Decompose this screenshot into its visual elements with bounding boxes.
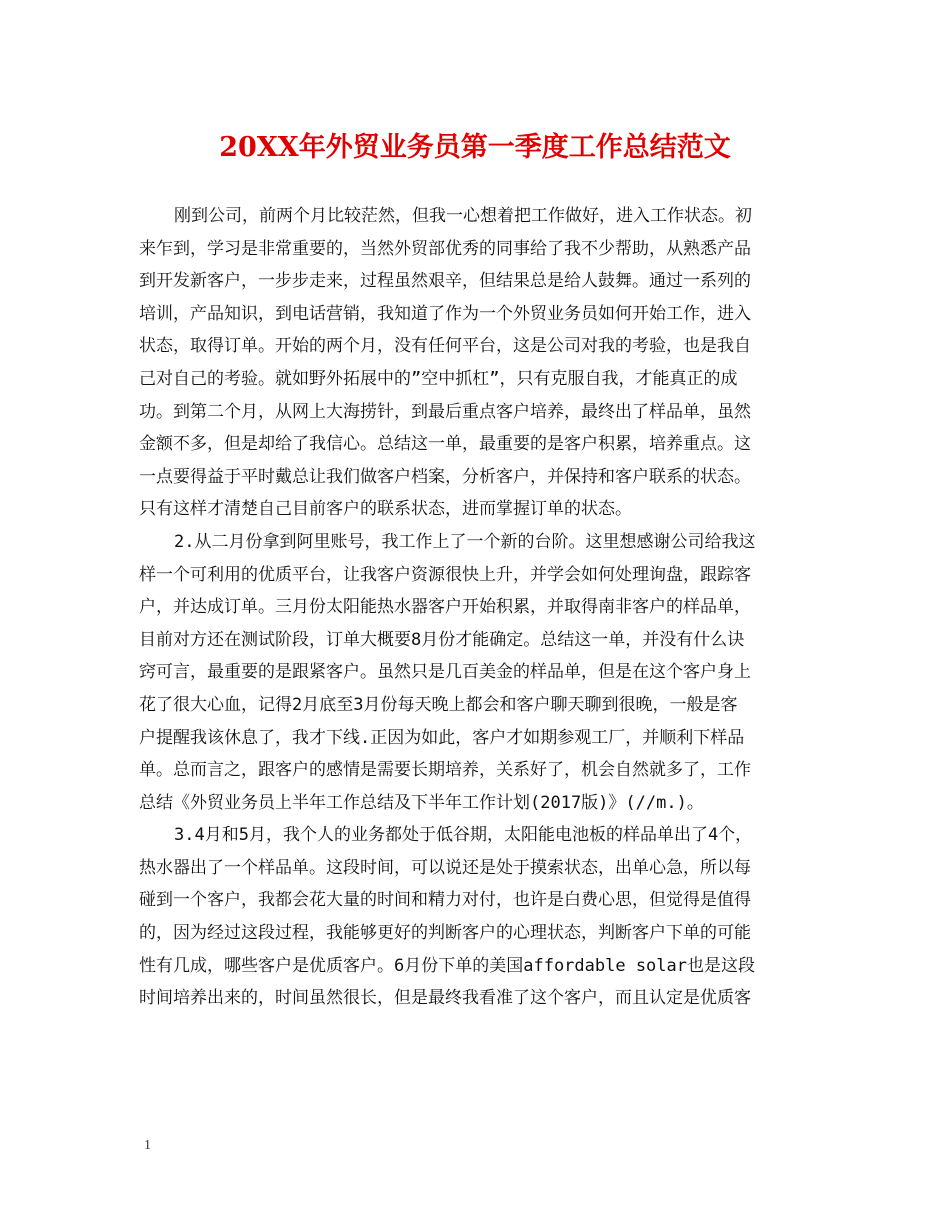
paragraph <box>139 819 829 1015</box>
text-line: 己对自己的考验。就如野外拓展中的”空中抓杠”，只有克服自我，才能真正的成 <box>139 368 738 389</box>
text-line: 户提醒我该休息了，我才下线.正因为如此，客户才如期参观工厂，并顺利下样品 <box>139 727 745 748</box>
text-line: 花了很大心血，记得2月底至3月份每天晚上都会和客户聊天聊到很晚，一般是客 <box>139 694 738 715</box>
text-line: 只有这样才清楚自己目前客户的联系状态，进而掌握订单的状态。 <box>139 499 632 520</box>
text-line: 户，并达成订单。三月份太阳能热水器客户开始积累，并取得南非客户的样品单， <box>139 597 751 618</box>
paragraph <box>139 200 829 526</box>
document-title: 20XX年外贸业务员第一季度工作总结范文 <box>219 132 731 163</box>
text-line: 一点要得益于平时戴总让我们做客户档案，分析客户，并保持和客户联系的状态。 <box>139 466 751 487</box>
text-line: 刚到公司，前两个月比较茫然，但我一心想着把工作做好，进入工作状态。初 <box>174 206 752 226</box>
text-line: 3.4月和5月，我个人的业务都处于低谷期，太阳能电池板的样品单出了4个， <box>174 825 753 846</box>
text-line: 到开发新客户，一步步走来，过程虽然艰辛，但结果总是给人鼓舞。通过一系列的 <box>139 271 751 292</box>
page-number: 1 <box>144 1138 151 1153</box>
text-line: 性有几成，哪些客户是优质客户。6月份下单的美国affordable solar也是这段 <box>139 955 755 976</box>
text-line: 样一个可利用的优质平台，让我客户资源很快上升，并学会如何处理询盘，跟踪客 <box>139 564 751 585</box>
text-line: 功。到第二个月，从网上大海捞针，到最后重点客户培养，最终出了样品单，虽然 <box>139 401 751 422</box>
text-line: 的，因为经过这段过程，我能够更好的判断客户的心理状态，判断客户下单的可能 <box>139 923 751 944</box>
text-line: 状态，取得订单。开始的两个月，没有任何平台，这是公司对我的考验，也是我自 <box>139 336 751 357</box>
text-line: 碰到一个客户，我都会花大量的时间和精力对付，也许是白费心思，但觉得是值得 <box>139 890 751 911</box>
text-line: 单。总而言之，跟客户的感情是需要长期培养，关系好了，机会自然就多了，工作 <box>139 760 751 781</box>
text-line: 窍可言，最重要的是跟紧客户。虽然只是几百美金的样品单，但是在这个客户身上 <box>139 662 751 683</box>
text-line: 目前对方还在测试阶段，订单大概要8月份才能确定。总结这一单，并没有什么诀 <box>139 629 745 650</box>
text-line: 金额不多，但是却给了我信心。总结这一单，最重要的是客户积累，培养重点。这 <box>139 434 751 455</box>
paragraph <box>139 526 829 819</box>
text-line: 热水器出了一个样品单。这段时间，可以说还是处于摸索状态，出单心急，所以每 <box>139 857 751 878</box>
text-line: 来乍到，学习是非常重要的，当然外贸部优秀的同事给了我不少帮助，从熟悉产品 <box>139 238 751 259</box>
text-line: 2.从二月份拿到阿里账号，我工作上了一个新的台阶。这里想感谢公司给我这 <box>174 531 756 552</box>
text-line: 总结《外贸业务员上半年工作总结及下半年工作计划(2017版)》(//m.)。 <box>139 792 704 813</box>
document-body <box>139 200 829 1015</box>
text-line: 培训，产品知识，到电话营销，我知道了作为一个外贸业务员如何开始工作，进入 <box>139 303 751 324</box>
text-line: 时间培养出来的，时间虽然很长，但是最终我看准了这个客户，而且认定是优质客 <box>139 988 751 1009</box>
